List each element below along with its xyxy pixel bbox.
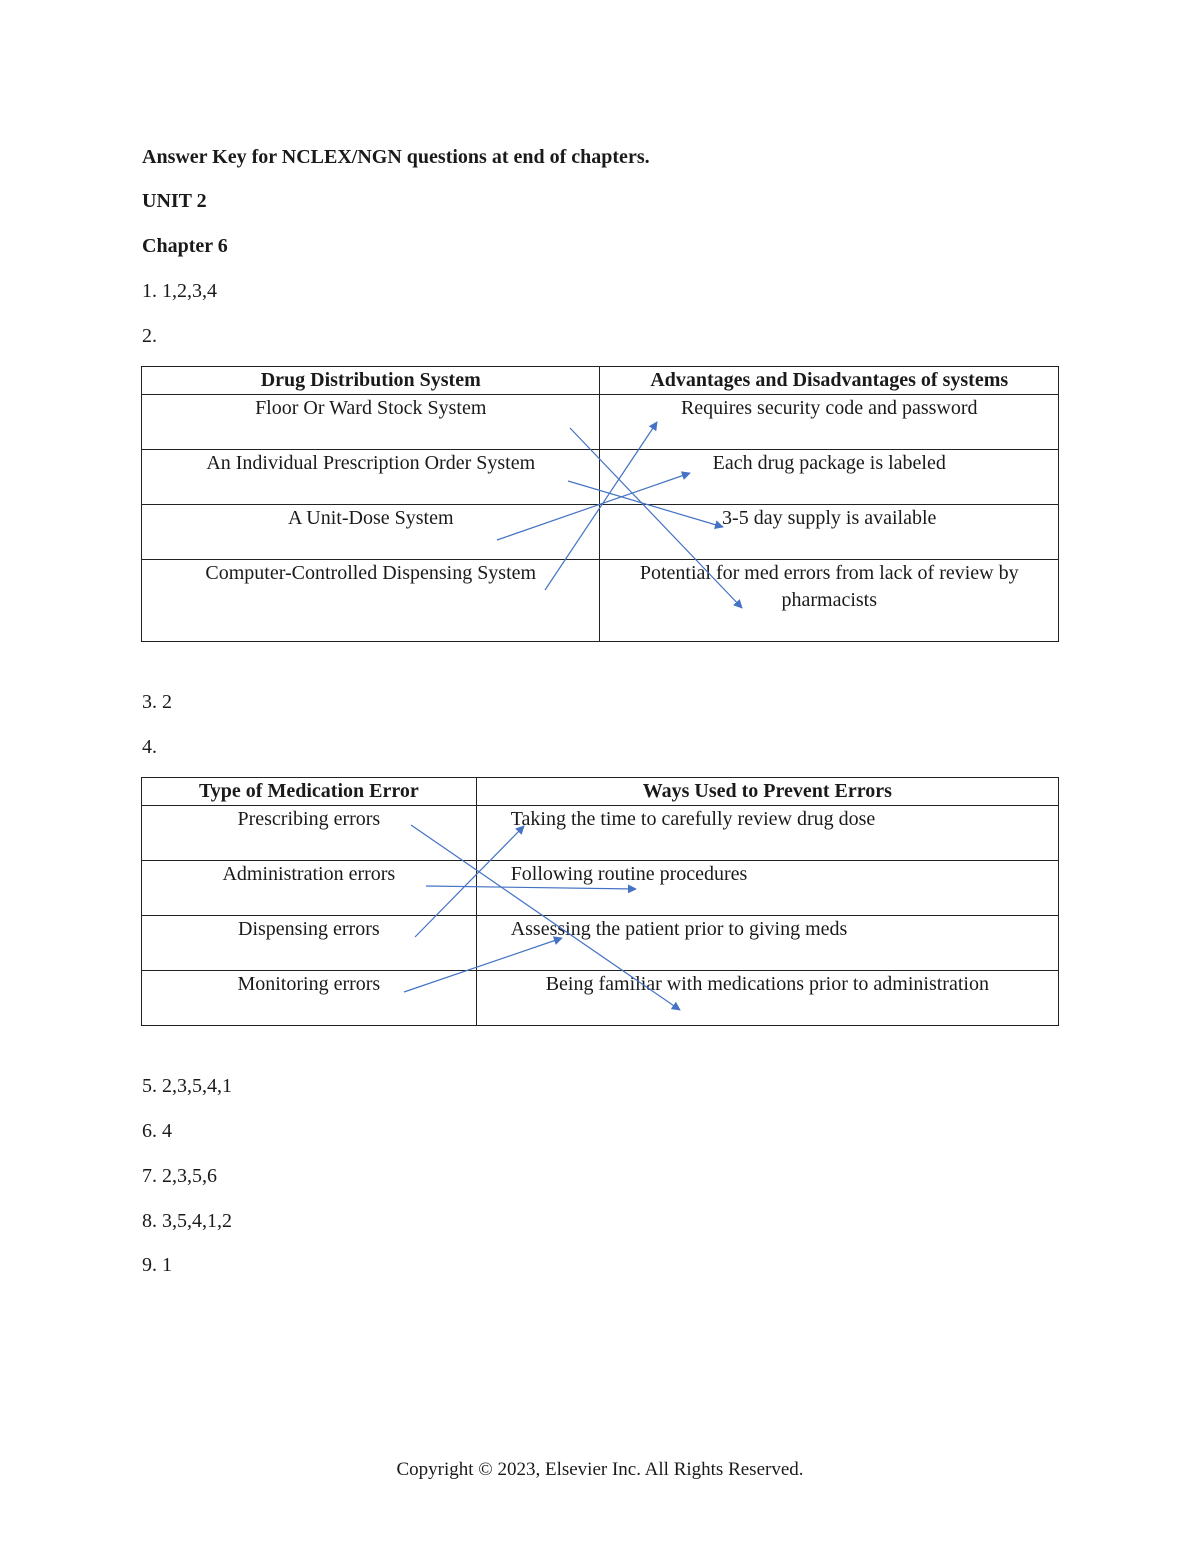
table-cell: Following routine procedures xyxy=(476,861,1058,916)
column-header: Drug Distribution System xyxy=(142,367,600,395)
table-row xyxy=(142,450,1059,505)
table-cell: Floor Or Ward Stock System xyxy=(142,395,600,450)
chapter-heading: Chapter 6 xyxy=(142,235,228,257)
table-row xyxy=(142,395,1059,450)
answer-4: 4. xyxy=(142,736,157,758)
table-cell: Potential for med errors from lack of review by pharmacists xyxy=(600,560,1059,642)
answer-3: 3. 2 xyxy=(142,691,172,713)
table-cell: Prescribing errors xyxy=(142,806,477,861)
copyright-footer: Copyright © 2023, Elsevier Inc. All Rights Reserved. xyxy=(396,1459,804,1480)
table-cell: An Individual Prescription Order System xyxy=(142,450,600,505)
answer-7: 7. 2,3,5,6 xyxy=(142,1165,217,1187)
table-row xyxy=(142,505,1059,560)
table-cell: Each drug package is labeled xyxy=(600,450,1059,505)
table-cell: A Unit-Dose System xyxy=(142,505,600,560)
answer-5: 5. 2,3,5,4,1 xyxy=(142,1075,232,1097)
table-cell: 3-5 day supply is available xyxy=(600,505,1059,560)
table-row xyxy=(142,971,1059,1026)
table-header-row xyxy=(142,778,1059,806)
table-cell: Assessing the patient prior to giving meds xyxy=(476,916,1058,971)
table-cell: Administration errors xyxy=(142,861,477,916)
table-cell: Dispensing errors xyxy=(142,916,477,971)
table-header-row xyxy=(142,367,1059,395)
medication-error-table xyxy=(141,777,1059,1026)
drug-distribution-table xyxy=(141,366,1059,642)
answer-8: 8. 3,5,4,1,2 xyxy=(142,1210,232,1232)
table-row xyxy=(142,861,1059,916)
table-row xyxy=(142,916,1059,971)
column-header: Ways Used to Prevent Errors xyxy=(476,778,1058,806)
answer-2: 2. xyxy=(142,325,157,347)
table-row xyxy=(142,806,1059,861)
table-cell: Taking the time to carefully review drug dose xyxy=(476,806,1058,861)
table-cell: Requires security code and password xyxy=(600,395,1059,450)
column-header: Advantages and Disadvantages of systems xyxy=(600,367,1059,395)
answer-1: 1. 1,2,3,4 xyxy=(142,280,217,302)
answer-6: 6. 4 xyxy=(142,1120,172,1142)
page-title: Answer Key for NCLEX/NGN questions at end of chapters. xyxy=(142,146,650,168)
table-row xyxy=(142,560,1059,642)
table-cell: Computer-Controlled Dispensing System xyxy=(142,560,600,642)
table-cell: Monitoring errors xyxy=(142,971,477,1026)
unit-heading: UNIT 2 xyxy=(142,190,207,212)
table-cell: Being familiar with medications prior to administration xyxy=(476,971,1058,1026)
answer-9: 9. 1 xyxy=(142,1254,172,1276)
column-header: Type of Medication Error xyxy=(142,778,477,806)
